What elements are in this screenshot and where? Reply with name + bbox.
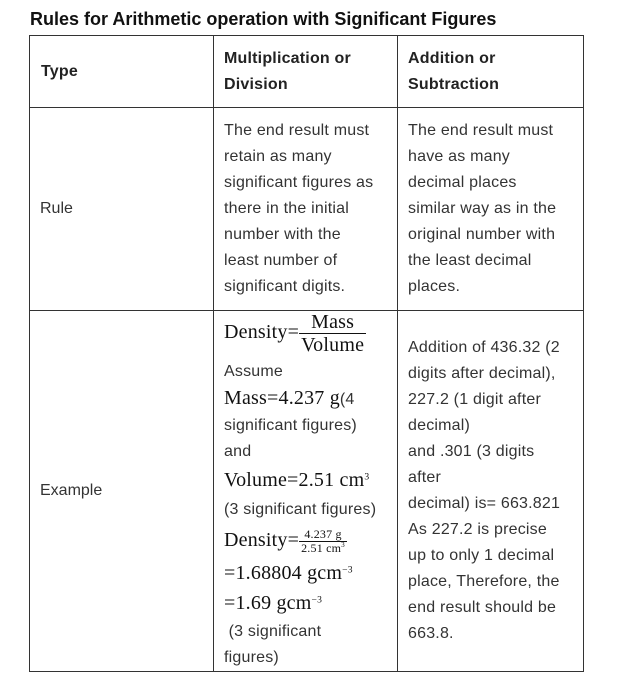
density-calc [224,523,387,559]
rule-add-line: the least decimal [408,252,532,269]
rule-label: Rule [40,200,73,217]
header-multiplication [214,36,398,108]
header-add-line1: Addition or [408,49,496,67]
example-add-line: up to only 1 decimal [408,547,555,564]
final-note-line1: (3 significant [224,623,322,640]
example-mult-cell [214,311,398,672]
rule-label-cell [30,108,214,311]
example-row [30,311,584,672]
example-add-line: place, Therefore, the [408,573,560,590]
and-text: and [224,443,252,460]
rule-add-line: places. [408,278,461,295]
example-add-cell [398,311,584,672]
mass-note: significant figures) [224,417,357,434]
mass-equation: Mass=4.237 g [224,387,340,409]
example-add-line: decimal) [408,417,471,434]
rule-mult-cell [214,108,398,311]
header-add-line2: Subtraction [408,75,500,93]
result1-exponent: −3 [342,564,353,576]
header-mult-line1: Multiplication or [224,49,351,67]
density-label: Density= [224,321,300,344]
result2-exponent: −3 [311,594,323,606]
rule-add-line: The end result must [408,122,554,139]
rule-mult-line: there in the initial [224,200,349,217]
volume-exponent: 3 [364,471,370,483]
volume-equation: Volume=2.51 cm [224,469,365,491]
example-add-line: As 227.2 is precise [408,521,547,538]
result2: =1.69 gcm [224,592,312,614]
rule-mult-line: significant digits. [224,278,346,295]
result2-line [224,589,387,619]
density-calc-label: Density= [224,529,300,551]
example-add-line: after [408,469,442,486]
example-label-cell [30,311,214,672]
header-type [30,36,214,108]
mass-note-open: (4 [339,391,355,408]
mass-line [224,385,387,413]
result1-line [224,559,387,589]
density-formula [224,311,387,357]
volume-note: (3 significant figures) [224,501,377,518]
density-calc-fraction [299,528,347,556]
density-fraction [299,311,366,357]
rule-mult-line: least number of [224,252,338,269]
density-calc-numerator: 4.237 g [299,528,347,542]
rule-add-cell [398,108,584,311]
example-add-line: digits after decimal), [408,365,556,382]
rule-mult-line: number with the [224,226,341,243]
density-numerator: Mass [299,311,366,334]
header-row [30,36,584,108]
example-add-line: end result should be [408,599,557,616]
density-calc-denominator-exponent: 3 [341,540,345,549]
header-addition [398,36,584,108]
volume-line [224,465,387,497]
header-mult-line2: Division [224,75,288,93]
example-label: Example [40,482,103,499]
page-title: Rules for Arithmetic operation with Significant Figures [30,9,497,29]
density-calc-denominator-wrap [299,542,347,556]
example-add-line: 663.8. [408,625,454,642]
rule-row [30,108,584,311]
rule-add-line: similar way as in the [408,200,557,217]
rule-add-line: have as many [408,148,511,165]
example-add-line: 227.2 (1 digit after [408,391,541,408]
rule-add-line: original number with [408,226,556,243]
example-add-line: Addition of 436.32 (2 [408,339,560,356]
rule-mult-line: retain as many [224,148,332,165]
rule-mult-line: significant figures as [224,174,374,191]
example-add-line: decimal) is= 663.821 [408,495,561,512]
rule-add-line: decimal places [408,174,517,191]
result1: =1.68804 gcm [224,562,343,584]
rules-table [29,35,584,672]
header-type-label: Type [41,62,78,80]
assume-text: Assume [224,363,283,380]
example-add-line: and .301 (3 digits [408,443,535,460]
rule-mult-line: The end result must [224,122,370,139]
density-denominator: Volume [301,334,365,356]
density-calc-denominator: 2.51 cm [301,540,342,555]
final-note-line2: figures) [224,649,279,666]
